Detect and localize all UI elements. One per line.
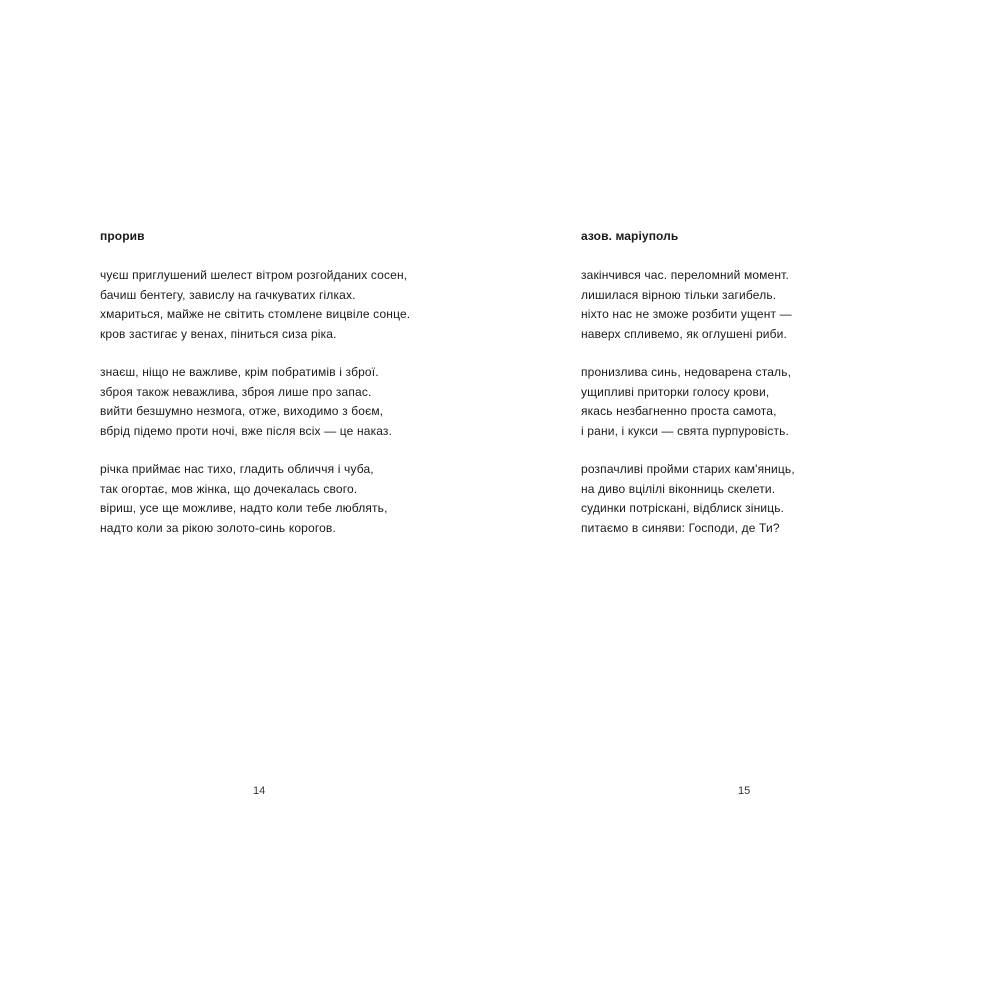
poem-line: вийти безшумно незмога, отже, виходимо з боєм, xyxy=(100,404,384,418)
stanza xyxy=(100,363,410,441)
poem-line: хмариться, майже не світить стомлене вицвіле сонце. xyxy=(100,307,411,321)
poem-line: і рани, і кукси — свята пурпуровість. xyxy=(581,423,790,438)
poem-line: закінчився час. переломний момент. xyxy=(581,268,789,282)
poem-line: віриш, усе ще можливе, надто коли тебе люблять, xyxy=(100,501,388,515)
poem-line: питаємо в синяви: Господи, де Ти? xyxy=(581,520,780,535)
poem-line: бачиш бентегу, завислу на гачкуватих гілках. xyxy=(100,287,356,302)
stanza xyxy=(100,460,410,538)
poem-line: знаєш, ніщо не важливе, крім побратимів і зброї. xyxy=(100,365,379,379)
poem-title: прорив xyxy=(100,229,145,243)
poem-line: річка приймає нас тихо, гладить обличчя і чуба, xyxy=(100,462,374,476)
poem-line: вбрід підемо проти ночі, вже після всіх — це наказ. xyxy=(100,423,393,438)
poem-line: пронизлива синь, недоварена сталь, xyxy=(581,365,792,379)
poem-line: судинки потріскані, відблиск зіниць. xyxy=(581,501,785,515)
poem-line: ущипливі приторки голосу крови, xyxy=(581,384,770,399)
poem-line: надто коли за рікою золото-синь корогов. xyxy=(100,520,336,535)
poem-right xyxy=(581,228,795,557)
page-number: 14 xyxy=(253,785,266,797)
right-page xyxy=(500,0,1000,1000)
poem-title: азов. маріуполь xyxy=(581,229,679,243)
poem-line: наверх спливемо, як оглушені риби. xyxy=(581,326,787,341)
poem-left xyxy=(100,228,410,557)
poem-line: чуєш приглушений шелест вітром розгойданих сосен, xyxy=(100,268,408,282)
poem-line: зброя також неважлива, зброя лише про запас. xyxy=(100,384,372,399)
poem-line: на диво вцілілі віконниць скелети. xyxy=(581,481,776,496)
stanza xyxy=(100,266,410,344)
poem-line: лишилася вірною тільки загибель. xyxy=(581,287,777,302)
poem-line: розпачливі пройми старих кам'яниць, xyxy=(581,462,795,476)
stanza xyxy=(581,266,795,344)
poem-line: ніхто нас не зможе розбити ущент — xyxy=(581,307,792,321)
stanza xyxy=(581,460,795,538)
page-number: 15 xyxy=(738,785,751,797)
poem-line: кров застигає у венах, піниться сиза ріка. xyxy=(100,326,337,341)
poem-line: якась незбагненно проста самота, xyxy=(581,404,777,418)
poem-line: так огортає, мов жінка, що дочекалась свого. xyxy=(100,481,358,496)
stanza xyxy=(581,363,795,441)
